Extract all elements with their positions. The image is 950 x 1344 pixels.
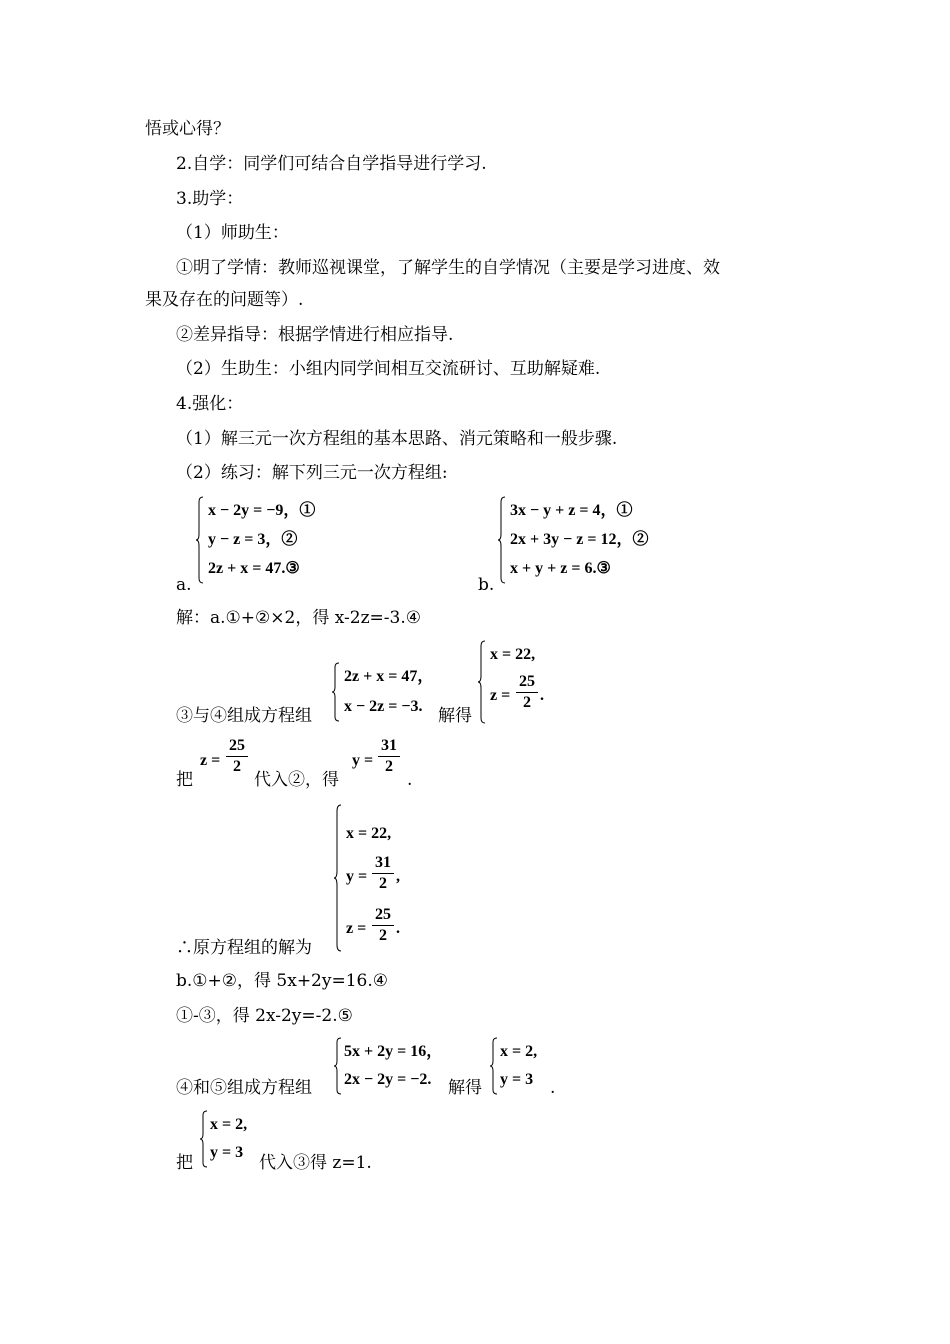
text-line-7: ②差异指导：根据学情进行相应指导. [176, 325, 454, 345]
solution-b-line-2: ①-③，得 2x-2y=-2.⑤ [176, 1006, 353, 1026]
brace-icon [498, 496, 506, 584]
fraction-25-over-2 [516, 673, 538, 712]
solution-a-line-2-mid: 解得 [438, 706, 472, 726]
result-x: x = 22, [490, 646, 536, 663]
text-line-3: 3.助学： [176, 189, 244, 209]
fraction-25-over-2 [226, 737, 248, 776]
result-z-label: z = [490, 687, 511, 704]
system-a-eq-3: 2z + x = 47.③ [208, 560, 300, 577]
result-y [352, 737, 408, 787]
final-y-label: y = [346, 868, 368, 885]
fraction-bar [516, 692, 538, 693]
numerator: 31 [381, 737, 397, 754]
text-line-8: （2）生助生：小组内同学间相互交流研讨、互助解疑难. [176, 359, 601, 379]
numerator: 31 [375, 854, 391, 871]
system-a [196, 496, 366, 584]
solution-b-line-3-mid: 解得 [448, 1078, 482, 1098]
final-solution-a [334, 804, 424, 952]
substitute-xy [200, 1110, 260, 1168]
brace-icon [478, 640, 486, 724]
brace-icon [196, 496, 204, 584]
fraction-25-over-2 [372, 906, 394, 945]
text-line-2: 2.自学：同学们可结合自学指导进行学习. [176, 154, 487, 174]
denominator: 2 [523, 694, 531, 711]
fraction-bar [226, 756, 248, 757]
final-y-comma: , [396, 868, 400, 885]
result-b-x: x = 2, [500, 1043, 538, 1060]
numerator: 25 [229, 737, 245, 754]
system-b-eq-3: x + y + z = 6.③ [510, 560, 611, 577]
fraction-bar [372, 925, 394, 926]
fraction-bar [372, 873, 394, 874]
solution-a-line-2-pre: ③与④组成方程组 [176, 706, 312, 726]
solution-b-line-3-end: . [550, 1078, 556, 1098]
numerator: 25 [519, 673, 535, 690]
solution-a-line-3-pre: 把 [176, 770, 193, 790]
text-line-5: ①明了学情：教师巡视课堂，了解学生的自学情况（主要是学习进度、效 [176, 258, 720, 278]
y-equals: y = [352, 752, 374, 769]
z-equals: z = [200, 752, 221, 769]
system-b-pair [334, 1037, 446, 1095]
system-b-eq-2: 2x + 3y − z = 12，② [510, 531, 649, 548]
final-z-period: . [396, 920, 400, 937]
final-x: x = 22, [346, 825, 392, 842]
solution-b-line-1: b.①+②，得 5x+2y=16.④ [176, 971, 389, 991]
denominator: 2 [379, 927, 387, 944]
text-line-6: 果及存在的问题等）. [145, 290, 304, 310]
label-a: a. [176, 575, 192, 595]
system-a-pair [332, 662, 442, 722]
result-z-period: . [540, 687, 544, 704]
denominator: 2 [385, 758, 393, 775]
text-line-4: （1）师助生： [176, 223, 289, 243]
solution-b-line-4-pre: 把 [176, 1153, 193, 1173]
solution-a-line-3-end: . [407, 770, 413, 790]
solution-b-line-4-mid: 代入③得 z=1. [259, 1153, 372, 1173]
substitute-x: x = 2, [210, 1116, 248, 1133]
solution-a-pair-result [478, 640, 558, 724]
text-line-11: （2）练习：解下列三元一次方程组: [176, 463, 448, 483]
result-b-y: y = 3 [500, 1071, 534, 1088]
solution-a-line-3-mid: 代入②，得 [254, 770, 339, 790]
brace-icon [490, 1037, 498, 1095]
system-b-eq-1: 3x − y + z = 4，① [510, 502, 633, 519]
denominator: 2 [379, 875, 387, 892]
system-b-pair-eq-1: 5x + 2y = 16， [344, 1043, 443, 1060]
solution-b-line-3-pre: ④和⑤组成方程组 [176, 1078, 312, 1098]
text-line-9: 4.强化： [176, 394, 244, 414]
brace-icon [334, 804, 342, 952]
system-b [498, 496, 688, 584]
fraction-bar [378, 756, 400, 757]
system-a-eq-1: x − 2y = −9，① [208, 502, 316, 519]
solution-a-line-4-pre: ∴原方程组的解为 [176, 938, 312, 958]
substitute-y: y = 3 [210, 1144, 244, 1161]
solution-b-pair-result [490, 1037, 550, 1095]
system-b-pair-eq-2: 2x − 2y = −2. [344, 1071, 432, 1088]
solution-a-line-1: 解：a.①+②×2，得 x-2z=-3.④ [176, 608, 421, 628]
system-a-pair-eq-1: 2z + x = 47， [344, 668, 434, 685]
numerator: 25 [375, 906, 391, 923]
substitute-z [200, 737, 256, 787]
brace-icon [334, 1037, 342, 1095]
denominator: 2 [233, 758, 241, 775]
fraction-31-over-2 [372, 854, 394, 893]
brace-icon [332, 662, 340, 722]
final-z-label: z = [346, 920, 367, 937]
text-line-10: （1）解三元一次方程组的基本思路、消元策略和一般步骤. [176, 429, 618, 449]
system-a-eq-2: y − z = 3，② [208, 531, 298, 548]
fraction-31-over-2 [378, 737, 400, 776]
system-a-pair-eq-2: x − 2z = −3. [344, 698, 423, 715]
text-line-1: 悟或心得？ [145, 119, 230, 139]
brace-icon [200, 1110, 208, 1168]
label-b: b. [478, 575, 495, 595]
